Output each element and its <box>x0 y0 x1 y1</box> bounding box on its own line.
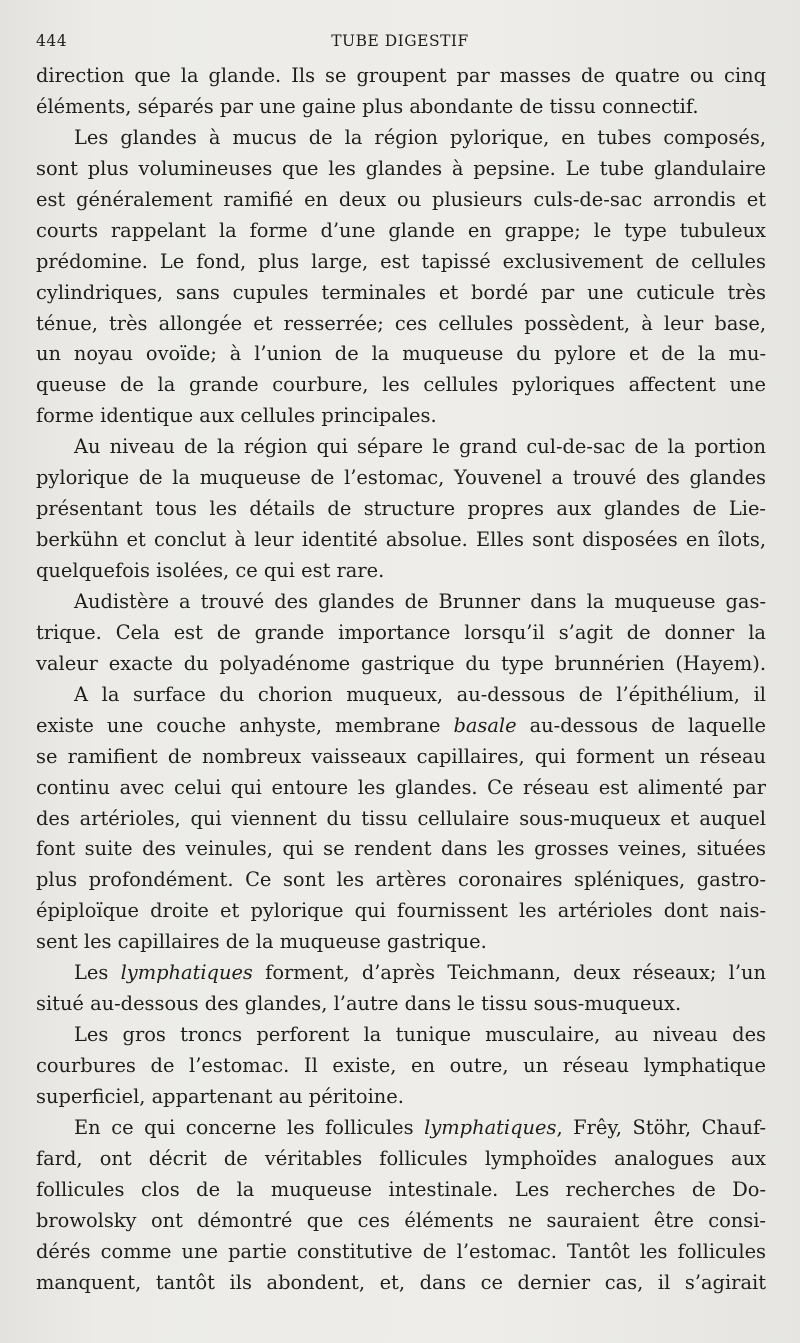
text-line: éléments, séparés par une gaine plus abondante de tissu connectif. <box>36 94 699 118</box>
text-line: A la surface du chorion muqueux, au-dessous de l’épithélium, il <box>74 682 766 706</box>
text-line: browolsky ont démontré que ces éléments ne sauraient être consi- <box>36 1208 766 1232</box>
text-line: cylindriques, sans cupules terminales et bordé par une cuticule très <box>36 280 766 304</box>
text-line: valeur exacte du polyadénome gastrique du type brunnérien (Hayem). <box>36 651 766 675</box>
text-line: ténue, très allongée et resserrée; ces cellules possèdent, à leur base, <box>36 311 766 335</box>
text-line: sont plus volumineuses que les glandes à pepsine. Le tube glandulaire <box>36 156 766 180</box>
italic-term: lymphatiques <box>120 961 253 985</box>
text-line: queuse de la grande courbure, les cellules pyloriques affectent une <box>36 373 766 397</box>
text-line: manquent, tantôt ils abondent, et, dans ce dernier cas, il s’agirait <box>36 1270 766 1294</box>
page-number: 444 <box>36 32 68 50</box>
text-line: dérés comme une partie constitutive de l’estomac. Tantôt les follicules <box>36 1239 766 1263</box>
text-line: prédomine. Le fond, plus large, est tapissé exclusivement de cellules <box>36 249 766 273</box>
italic-term: lymphatiques <box>424 1115 557 1139</box>
text-line: sent les capillaires de la muqueuse gastrique. <box>36 930 487 954</box>
text-line: follicules clos de la muqueuse intestinale. Les recherches de Do- <box>36 1177 766 1201</box>
text-line: situé au-dessous des glandes, l’autre dans le tissu sous-muqueux. <box>36 992 682 1016</box>
text-line: Les gros troncs perforent la tunique musculaire, au niveau des <box>74 1023 766 1047</box>
text-line: berkühn et conclut à leur identité absolue. Elles sont disposées en îlots, <box>36 528 766 552</box>
text-line: superficiel, appartenant au péritoine. <box>36 1084 404 1108</box>
text-line: présentant tous les détails de structure propres aux glandes de Lie- <box>36 497 766 521</box>
text-line: forme identique aux cellules principales. <box>36 404 437 428</box>
text-line: existe une couche anhyste, membrane basale au-dessous de laquelle <box>36 713 767 737</box>
text-line: Audistère a trouvé des glandes de Brunner dans la muqueuse gas- <box>74 589 766 613</box>
text-line: quelquefois isolées, ce qui est rare. <box>36 559 385 582</box>
text-line: trique. Cela est de grande importance lorsqu’il s’agit de donner la <box>36 620 766 644</box>
text-line: Les lymphatiques forment, d’après Teichmann, deux réseaux; l’un <box>74 961 766 985</box>
text-line: est généralement ramifié en deux ou plusieurs culs-de-sac arrondis et <box>36 187 766 211</box>
text-line: font suite des veinules, qui se rendent dans les grosses veines, situées <box>36 837 766 861</box>
text-line: Au niveau de la région qui sépare le grand cul-de-sac de la portion <box>74 435 766 459</box>
text-line: Les glandes à mucus de la région pylorique, en tubes composés, <box>74 125 766 149</box>
page-header <box>36 32 764 54</box>
text-line: fard, ont décrit de véritables follicules lymphoïdes analogues aux <box>36 1146 766 1170</box>
text-line: En ce qui concerne les follicules lymphatiques, Frêy, Stöhr, Chauf- <box>74 1115 766 1139</box>
text-line: courts rappelant la forme d’une glande en grappe; le type tubuleux <box>36 218 766 242</box>
text-line: courbures de l’estomac. Il existe, en outre, un réseau lymphatique <box>36 1054 766 1077</box>
italic-term: basale <box>453 713 517 737</box>
text-line: pylorique de la muqueuse de l’estomac, Youvenel a trouvé des glandes <box>36 466 766 490</box>
text-line: plus profondément. Ce sont les artères coronaires spléniques, gastro- <box>36 868 766 892</box>
body-text <box>36 61 766 1299</box>
text-line: épiploïque droite et pylorique qui fournissent les artérioles dont nais- <box>36 899 766 923</box>
text-line: un noyau ovoïde; à l’union de la muqueuse du pylore et de la mu- <box>36 342 766 366</box>
text-line: se ramifient de nombreux vaisseaux capillaires, qui forment un réseau <box>36 744 766 768</box>
text-line: des artérioles, qui viennent du tissu cellulaire sous-muqueux et auquel <box>36 806 766 830</box>
running-head: TUBE DIGESTIF <box>331 32 469 50</box>
text-line: direction que la glande. Ils se groupent par masses de quatre ou cinq <box>36 64 766 87</box>
text-line: continu avec celui qui entoure les glandes. Ce réseau est alimenté par <box>36 775 766 799</box>
